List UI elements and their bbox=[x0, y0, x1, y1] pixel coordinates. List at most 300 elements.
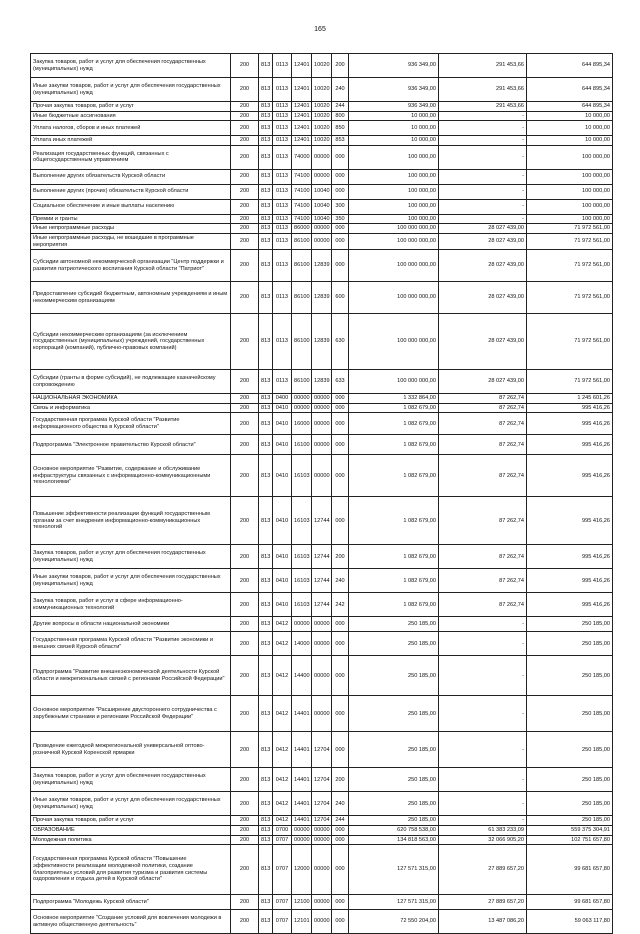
code-section: 0113 bbox=[273, 111, 292, 121]
code-section: 0412 bbox=[273, 792, 292, 816]
amount-remaining: 100 000,00 bbox=[527, 184, 613, 199]
code-direction: 12839 bbox=[312, 250, 332, 282]
code-direction: 00000 bbox=[312, 656, 332, 696]
code-ved: 200 bbox=[231, 169, 259, 184]
code-ved: 200 bbox=[231, 825, 259, 835]
amount-remaining: 71 972 561,00 bbox=[527, 233, 613, 249]
code-program: 16103 bbox=[292, 593, 312, 617]
code-expense-type: 244 bbox=[332, 102, 349, 112]
table-row bbox=[31, 413, 613, 435]
code-ra: 813 bbox=[259, 54, 273, 78]
amount-plan: 100 000,00 bbox=[349, 214, 439, 224]
code-ra: 813 bbox=[259, 136, 273, 146]
amount-plan: 1 082 679,00 bbox=[349, 497, 439, 545]
code-ved: 200 bbox=[231, 233, 259, 249]
amount-plan: 1 082 679,00 bbox=[349, 413, 439, 435]
code-ra: 813 bbox=[259, 825, 273, 835]
amount-remaining: 995 416,26 bbox=[527, 403, 613, 413]
code-direction: 00000 bbox=[312, 224, 332, 234]
code-ra: 813 bbox=[259, 403, 273, 413]
row-name: Государственная программа Курской области "Развитие экономики и внешних связей Курской области" bbox=[31, 632, 231, 656]
amount-plan: 10 000,00 bbox=[349, 111, 439, 121]
code-program: 86100 bbox=[292, 233, 312, 249]
code-section: 0113 bbox=[273, 136, 292, 146]
code-ra: 813 bbox=[259, 593, 273, 617]
code-ved: 200 bbox=[231, 413, 259, 435]
amount-executed: 61 383 233,09 bbox=[439, 825, 527, 835]
code-section: 0410 bbox=[273, 435, 292, 455]
code-expense-type: 200 bbox=[332, 545, 349, 569]
table-row bbox=[31, 569, 613, 593]
amount-remaining: 10 000,00 bbox=[527, 121, 613, 136]
code-section: 0412 bbox=[273, 732, 292, 768]
code-section: 0113 bbox=[273, 282, 292, 314]
code-expense-type: 300 bbox=[332, 199, 349, 214]
amount-remaining: 71 972 561,00 bbox=[527, 370, 613, 394]
amount-executed: 28 027 439,00 bbox=[439, 224, 527, 234]
code-direction: 00000 bbox=[312, 233, 332, 249]
code-ved: 200 bbox=[231, 78, 259, 102]
code-section: 0113 bbox=[273, 214, 292, 224]
amount-executed: 291 453,66 bbox=[439, 78, 527, 102]
code-ved: 200 bbox=[231, 845, 259, 895]
table-row bbox=[31, 617, 613, 632]
code-ra: 813 bbox=[259, 569, 273, 593]
amount-remaining: 100 000,00 bbox=[527, 199, 613, 214]
amount-plan: 620 758 538,00 bbox=[349, 825, 439, 835]
amount-plan: 250 185,00 bbox=[349, 696, 439, 732]
amount-executed: - bbox=[439, 145, 527, 169]
row-name: Прочая закупка товаров, работ и услуг bbox=[31, 102, 231, 112]
amount-remaining: 59 063 117,80 bbox=[527, 910, 613, 934]
code-ra: 813 bbox=[259, 169, 273, 184]
amount-remaining: 10 000,00 bbox=[527, 111, 613, 121]
code-program: 16100 bbox=[292, 435, 312, 455]
row-name: Закупка товаров, работ и услуг для обеспечения государственных (муниципальных) нужд bbox=[31, 768, 231, 792]
row-name: Закупка товаров, работ и услуг для обеспечения государственных (муниципальных) нужд bbox=[31, 545, 231, 569]
code-expense-type: 000 bbox=[332, 224, 349, 234]
code-section: 0113 bbox=[273, 102, 292, 112]
amount-executed: 291 453,66 bbox=[439, 54, 527, 78]
row-name: Субсидии автономной некоммерческой организации "Центр поддержки и развития патриотического воспитания Курской области "Патриот" bbox=[31, 250, 231, 282]
amount-executed: 28 027 439,00 bbox=[439, 233, 527, 249]
code-ved: 200 bbox=[231, 910, 259, 934]
code-ra: 813 bbox=[259, 617, 273, 632]
code-program: 12000 bbox=[292, 845, 312, 895]
code-program: 12100 bbox=[292, 895, 312, 910]
table-row bbox=[31, 370, 613, 394]
code-expense-type: 600 bbox=[332, 282, 349, 314]
code-ra: 813 bbox=[259, 102, 273, 112]
amount-plan: 72 550 204,00 bbox=[349, 910, 439, 934]
code-direction: 10020 bbox=[312, 78, 332, 102]
table-row bbox=[31, 250, 613, 282]
code-expense-type: 242 bbox=[332, 593, 349, 617]
code-ved: 200 bbox=[231, 250, 259, 282]
code-ra: 813 bbox=[259, 768, 273, 792]
amount-plan: 250 185,00 bbox=[349, 656, 439, 696]
amount-plan: 134 818 563,00 bbox=[349, 835, 439, 845]
code-expense-type: 000 bbox=[332, 233, 349, 249]
table-row bbox=[31, 593, 613, 617]
code-direction: 00000 bbox=[312, 895, 332, 910]
code-program: 00000 bbox=[292, 825, 312, 835]
table-row bbox=[31, 910, 613, 934]
code-program: 74100 bbox=[292, 169, 312, 184]
code-section: 0410 bbox=[273, 545, 292, 569]
code-program: 14400 bbox=[292, 656, 312, 696]
amount-plan: 100 000,00 bbox=[349, 145, 439, 169]
table-row bbox=[31, 54, 613, 78]
code-ra: 813 bbox=[259, 732, 273, 768]
amount-remaining: 102 751 657,80 bbox=[527, 835, 613, 845]
code-section: 0113 bbox=[273, 54, 292, 78]
code-ved: 200 bbox=[231, 54, 259, 78]
code-ra: 813 bbox=[259, 656, 273, 696]
code-ved: 200 bbox=[231, 199, 259, 214]
budget-execution-table bbox=[30, 53, 613, 934]
row-name: Подпрограмма "Молодежь Курской области" bbox=[31, 895, 231, 910]
code-ved: 200 bbox=[231, 435, 259, 455]
amount-plan: 1 082 679,00 bbox=[349, 545, 439, 569]
code-expense-type: 200 bbox=[332, 768, 349, 792]
row-name: Иные закупки товаров, работ и услуг для обеспечения государственных (муниципальных) нужд bbox=[31, 569, 231, 593]
code-ra: 813 bbox=[259, 632, 273, 656]
amount-plan: 250 185,00 bbox=[349, 632, 439, 656]
code-expense-type: 000 bbox=[332, 732, 349, 768]
amount-executed: 87 262,74 bbox=[439, 394, 527, 404]
code-expense-type: 000 bbox=[332, 825, 349, 835]
code-section: 0410 bbox=[273, 569, 292, 593]
code-expense-type: 000 bbox=[332, 617, 349, 632]
code-program: 16103 bbox=[292, 497, 312, 545]
code-program: 86000 bbox=[292, 224, 312, 234]
amount-remaining: 250 185,00 bbox=[527, 768, 613, 792]
code-ved: 200 bbox=[231, 370, 259, 394]
amount-plan: 127 571 315,00 bbox=[349, 845, 439, 895]
amount-executed: 87 262,74 bbox=[439, 569, 527, 593]
row-name: Государственная программа Курской области "Развитие информационного общества в Курской области" bbox=[31, 413, 231, 435]
amount-plan: 100 000,00 bbox=[349, 184, 439, 199]
table-row bbox=[31, 403, 613, 413]
amount-executed: - bbox=[439, 617, 527, 632]
row-name: Другие вопросы в области национальной экономики bbox=[31, 617, 231, 632]
code-expense-type: 000 bbox=[332, 394, 349, 404]
code-program: 14401 bbox=[292, 768, 312, 792]
row-name: Основное мероприятие "Развитие, содержание и обслуживание инфраструктуры связанных с информационно-коммуникационными технологиями" bbox=[31, 455, 231, 497]
amount-remaining: 250 185,00 bbox=[527, 732, 613, 768]
code-program: 16103 bbox=[292, 455, 312, 497]
code-expense-type: 853 bbox=[332, 136, 349, 146]
code-ra: 813 bbox=[259, 199, 273, 214]
code-section: 0113 bbox=[273, 121, 292, 136]
amount-remaining: 1 245 601,26 bbox=[527, 394, 613, 404]
amount-remaining: 995 416,26 bbox=[527, 497, 613, 545]
code-program: 14401 bbox=[292, 792, 312, 816]
amount-executed: 28 027 439,00 bbox=[439, 250, 527, 282]
code-program: 12401 bbox=[292, 102, 312, 112]
amount-remaining: 995 416,26 bbox=[527, 593, 613, 617]
amount-remaining: 100 000,00 bbox=[527, 214, 613, 224]
amount-plan: 100 000 000,00 bbox=[349, 282, 439, 314]
row-name: ОБРАЗОВАНИЕ bbox=[31, 825, 231, 835]
amount-executed: 87 262,74 bbox=[439, 545, 527, 569]
table-row bbox=[31, 835, 613, 845]
amount-remaining: 995 416,26 bbox=[527, 435, 613, 455]
row-name: Проведение ежегодной межрегиональной универсальной оптово-розничной Курской Коренской ярмарки bbox=[31, 732, 231, 768]
amount-executed: - bbox=[439, 632, 527, 656]
code-direction: 00000 bbox=[312, 403, 332, 413]
table-row bbox=[31, 792, 613, 816]
amount-plan: 250 185,00 bbox=[349, 617, 439, 632]
code-ra: 813 bbox=[259, 835, 273, 845]
code-direction: 10040 bbox=[312, 214, 332, 224]
row-name: Иные непрограммные расходы bbox=[31, 224, 231, 234]
amount-plan: 250 185,00 bbox=[349, 768, 439, 792]
row-name: Подпрограмма "Электронное правительство Курской области" bbox=[31, 435, 231, 455]
row-name: Премии и гранты bbox=[31, 214, 231, 224]
code-ved: 200 bbox=[231, 696, 259, 732]
table-row bbox=[31, 214, 613, 224]
code-direction: 00000 bbox=[312, 825, 332, 835]
table-row bbox=[31, 111, 613, 121]
code-program: 74100 bbox=[292, 199, 312, 214]
code-ved: 200 bbox=[231, 136, 259, 146]
code-section: 0410 bbox=[273, 403, 292, 413]
amount-executed: - bbox=[439, 214, 527, 224]
code-program: 86100 bbox=[292, 314, 312, 370]
code-ved: 200 bbox=[231, 121, 259, 136]
amount-executed: 87 262,74 bbox=[439, 403, 527, 413]
table-row bbox=[31, 545, 613, 569]
table-row bbox=[31, 696, 613, 732]
row-name: Предоставление субсидий бюджетным, автономным учреждениям и иным некоммерческим организациям bbox=[31, 282, 231, 314]
code-section: 0700 bbox=[273, 825, 292, 835]
amount-executed: - bbox=[439, 792, 527, 816]
code-ra: 813 bbox=[259, 233, 273, 249]
code-ved: 200 bbox=[231, 184, 259, 199]
code-section: 0113 bbox=[273, 78, 292, 102]
code-direction: 12704 bbox=[312, 816, 332, 826]
amount-executed: - bbox=[439, 816, 527, 826]
row-name: Основное мероприятие "Расширение двустороннего сотрудничества с зарубежными странами и регионами Российской Федерации" bbox=[31, 696, 231, 732]
amount-plan: 100 000 000,00 bbox=[349, 233, 439, 249]
code-program: 12401 bbox=[292, 136, 312, 146]
table-row bbox=[31, 224, 613, 234]
amount-plan: 250 185,00 bbox=[349, 816, 439, 826]
amount-remaining: 100 000,00 bbox=[527, 169, 613, 184]
amount-remaining: 250 185,00 bbox=[527, 816, 613, 826]
code-direction: 12839 bbox=[312, 282, 332, 314]
code-ved: 200 bbox=[231, 394, 259, 404]
amount-plan: 936 349,00 bbox=[349, 102, 439, 112]
row-name: Иные закупки товаров, работ и услуг для обеспечения государственных (муниципальных) нужд bbox=[31, 792, 231, 816]
code-ved: 200 bbox=[231, 656, 259, 696]
code-direction: 12839 bbox=[312, 314, 332, 370]
code-program: 74100 bbox=[292, 184, 312, 199]
row-name: Субсидии (гранты в форме субсидий), не подлежащие казначейскому сопровождению bbox=[31, 370, 231, 394]
code-ved: 200 bbox=[231, 497, 259, 545]
code-expense-type: 000 bbox=[332, 413, 349, 435]
amount-executed: 28 027 439,00 bbox=[439, 314, 527, 370]
code-section: 0113 bbox=[273, 370, 292, 394]
amount-executed: 28 027 439,00 bbox=[439, 370, 527, 394]
code-section: 0113 bbox=[273, 314, 292, 370]
amount-remaining: 559 375 304,91 bbox=[527, 825, 613, 835]
amount-executed: 87 262,74 bbox=[439, 413, 527, 435]
code-expense-type: 000 bbox=[332, 696, 349, 732]
amount-plan: 1 082 679,00 bbox=[349, 435, 439, 455]
code-direction: 00000 bbox=[312, 394, 332, 404]
table-row bbox=[31, 497, 613, 545]
code-ra: 813 bbox=[259, 214, 273, 224]
amount-remaining: 644 895,34 bbox=[527, 54, 613, 78]
amount-executed: - bbox=[439, 696, 527, 732]
table-row bbox=[31, 632, 613, 656]
code-direction: 10020 bbox=[312, 111, 332, 121]
row-name: Выполнение других (прочих) обязательств Курской области bbox=[31, 184, 231, 199]
code-program: 86100 bbox=[292, 282, 312, 314]
code-expense-type: 240 bbox=[332, 78, 349, 102]
row-name: Выполнение других обязательств Курской области bbox=[31, 169, 231, 184]
code-section: 0113 bbox=[273, 199, 292, 214]
amount-remaining: 644 895,34 bbox=[527, 78, 613, 102]
amount-executed: 28 027 439,00 bbox=[439, 282, 527, 314]
code-section: 0707 bbox=[273, 845, 292, 895]
amount-executed: - bbox=[439, 656, 527, 696]
table-row bbox=[31, 394, 613, 404]
amount-executed: - bbox=[439, 136, 527, 146]
code-expense-type: 000 bbox=[332, 403, 349, 413]
code-ra: 813 bbox=[259, 816, 273, 826]
amount-executed: - bbox=[439, 111, 527, 121]
code-direction: 12704 bbox=[312, 768, 332, 792]
code-direction: 00000 bbox=[312, 845, 332, 895]
code-direction: 12744 bbox=[312, 545, 332, 569]
code-expense-type: 240 bbox=[332, 569, 349, 593]
code-ra: 813 bbox=[259, 282, 273, 314]
code-section: 0410 bbox=[273, 593, 292, 617]
code-expense-type: 000 bbox=[332, 895, 349, 910]
code-program: 16000 bbox=[292, 413, 312, 435]
code-direction: 12744 bbox=[312, 569, 332, 593]
code-ra: 813 bbox=[259, 792, 273, 816]
amount-executed: 27 889 657,20 bbox=[439, 845, 527, 895]
table-row bbox=[31, 184, 613, 199]
code-expense-type: 800 bbox=[332, 111, 349, 121]
page-number: 165 bbox=[314, 26, 326, 33]
code-direction: 10020 bbox=[312, 54, 332, 78]
code-program: 14401 bbox=[292, 732, 312, 768]
row-name: Уплата налогов, сборов и иных платежей bbox=[31, 121, 231, 136]
amount-executed: - bbox=[439, 121, 527, 136]
code-direction: 12704 bbox=[312, 792, 332, 816]
code-program: 14401 bbox=[292, 816, 312, 826]
amount-plan: 1 082 679,00 bbox=[349, 593, 439, 617]
code-section: 0707 bbox=[273, 895, 292, 910]
code-direction: 10020 bbox=[312, 102, 332, 112]
row-name: НАЦИОНАЛЬНАЯ ЭКОНОМИКА bbox=[31, 394, 231, 404]
code-section: 0113 bbox=[273, 224, 292, 234]
code-expense-type: 000 bbox=[332, 250, 349, 282]
code-program: 74100 bbox=[292, 214, 312, 224]
amount-plan: 250 185,00 bbox=[349, 792, 439, 816]
code-expense-type: 633 bbox=[332, 370, 349, 394]
amount-remaining: 250 185,00 bbox=[527, 792, 613, 816]
code-ra: 813 bbox=[259, 184, 273, 199]
code-direction: 12744 bbox=[312, 593, 332, 617]
row-name: Уплата иных платежей bbox=[31, 136, 231, 146]
code-program: 86100 bbox=[292, 370, 312, 394]
code-direction: 12839 bbox=[312, 370, 332, 394]
code-section: 0113 bbox=[273, 184, 292, 199]
amount-remaining: 250 185,00 bbox=[527, 696, 613, 732]
code-expense-type: 350 bbox=[332, 214, 349, 224]
code-ved: 200 bbox=[231, 102, 259, 112]
code-section: 0410 bbox=[273, 413, 292, 435]
code-ra: 813 bbox=[259, 370, 273, 394]
code-program: 14401 bbox=[292, 696, 312, 732]
code-ved: 200 bbox=[231, 792, 259, 816]
amount-plan: 100 000,00 bbox=[349, 169, 439, 184]
code-ved: 200 bbox=[231, 403, 259, 413]
code-ved: 200 bbox=[231, 593, 259, 617]
code-expense-type: 630 bbox=[332, 314, 349, 370]
amount-remaining: 71 972 561,00 bbox=[527, 282, 613, 314]
code-direction: 00000 bbox=[312, 835, 332, 845]
row-name: Закупка товаров, работ и услуг для обеспечения государственных (муниципальных) нужд bbox=[31, 54, 231, 78]
code-section: 0707 bbox=[273, 835, 292, 845]
code-expense-type: 244 bbox=[332, 816, 349, 826]
table-row bbox=[31, 121, 613, 136]
code-direction: 00000 bbox=[312, 455, 332, 497]
amount-remaining: 995 416,26 bbox=[527, 413, 613, 435]
code-ra: 813 bbox=[259, 413, 273, 435]
code-program: 12401 bbox=[292, 111, 312, 121]
code-ra: 813 bbox=[259, 696, 273, 732]
amount-executed: - bbox=[439, 732, 527, 768]
code-ra: 813 bbox=[259, 145, 273, 169]
amount-plan: 100 000 000,00 bbox=[349, 314, 439, 370]
code-section: 0113 bbox=[273, 145, 292, 169]
code-program: 12401 bbox=[292, 78, 312, 102]
amount-executed: 32 066 905,20 bbox=[439, 835, 527, 845]
code-ved: 200 bbox=[231, 111, 259, 121]
amount-plan: 1 082 679,00 bbox=[349, 569, 439, 593]
code-expense-type: 000 bbox=[332, 656, 349, 696]
code-expense-type: 000 bbox=[332, 845, 349, 895]
code-section: 0410 bbox=[273, 497, 292, 545]
table-row bbox=[31, 314, 613, 370]
code-ra: 813 bbox=[259, 111, 273, 121]
amount-executed: 87 262,74 bbox=[439, 593, 527, 617]
amount-remaining: 995 416,26 bbox=[527, 569, 613, 593]
code-ved: 200 bbox=[231, 816, 259, 826]
code-program: 00000 bbox=[292, 835, 312, 845]
code-ra: 813 bbox=[259, 314, 273, 370]
code-ra: 813 bbox=[259, 545, 273, 569]
code-direction: 00000 bbox=[312, 413, 332, 435]
amount-executed: 13 487 086,20 bbox=[439, 910, 527, 934]
code-expense-type: 000 bbox=[332, 169, 349, 184]
code-expense-type: 000 bbox=[332, 435, 349, 455]
code-ved: 200 bbox=[231, 732, 259, 768]
amount-plan: 1 082 679,00 bbox=[349, 455, 439, 497]
table-row bbox=[31, 845, 613, 895]
code-expense-type: 850 bbox=[332, 121, 349, 136]
row-name: Субсидии некоммерческим организациям (за исключением государственных (муниципальных) учреждений, государственных корпораций (компаний), публично-правовых компаний) bbox=[31, 314, 231, 370]
table-row bbox=[31, 435, 613, 455]
